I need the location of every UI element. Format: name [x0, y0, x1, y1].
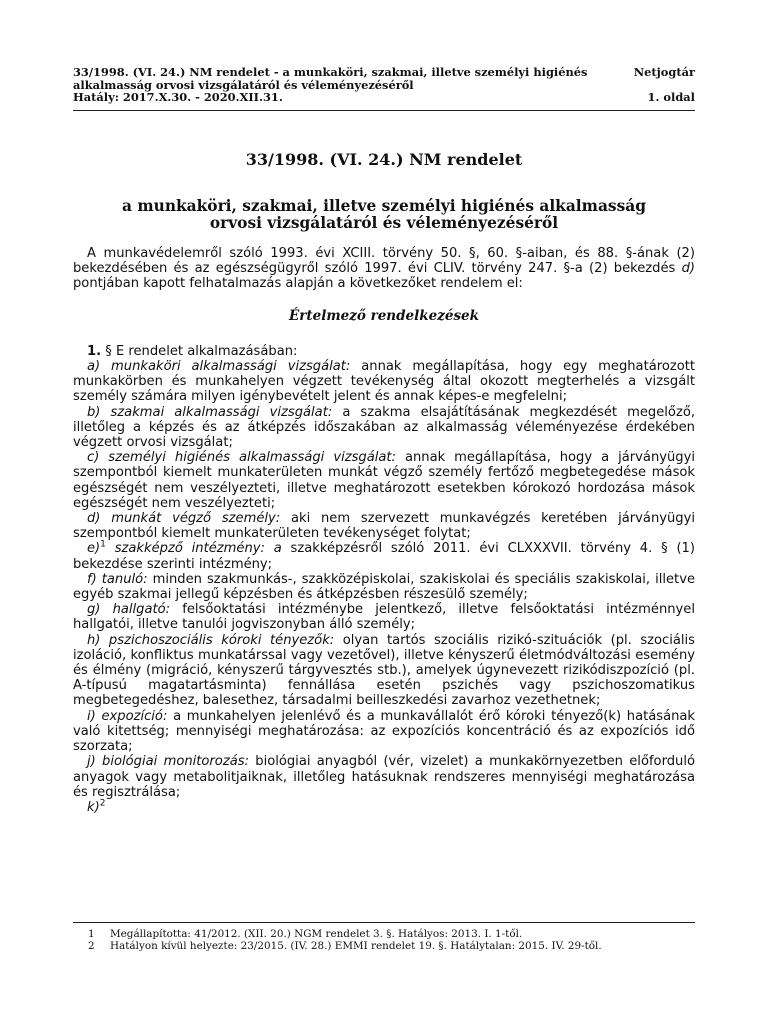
- definition-h: [73, 633, 695, 709]
- footnote-ref-2[interactable]: 2: [99, 798, 106, 809]
- definition-a: [73, 359, 695, 405]
- definition-term: f) tanuló:: [87, 571, 148, 587]
- definition-text: aki nem szervezett munkavégzés keretében járványügyi szempontból kiemelt munkaterületen tevékenységet folytat;: [73, 511, 695, 542]
- definition-e: [73, 541, 695, 571]
- footnote-number: 2: [88, 940, 95, 953]
- definition-j: [73, 754, 695, 800]
- header-publisher: Netjogtár: [633, 65, 695, 79]
- definition-term: c) személyi higiénés alkalmassági vizsgálat:: [87, 450, 396, 466]
- definition-term: b) szakmai alkalmassági vizsgálat:: [87, 404, 333, 420]
- definition-term: g) hallgató:: [87, 602, 171, 618]
- preamble: [73, 246, 695, 292]
- definition-term: h) pszichoszociális kóroki tényezők:: [87, 632, 335, 648]
- document-title: 33/1998. (VI. 24.) NM rendelet: [245, 150, 523, 169]
- footnote-text: Megállapította: 41/2012. (XII. 20.) NGM rendelet 3. §. Hatályos: 2013. I. 1-től.: [110, 928, 523, 940]
- definition-term: a) munkaköri alkalmassági vizsgálat:: [87, 359, 351, 375]
- footnote-ref-1[interactable]: 1: [100, 540, 106, 551]
- footnotes: [88, 928, 688, 953]
- header-title: [73, 66, 613, 104]
- footnote-rule: [73, 922, 695, 923]
- definition-c: [73, 450, 695, 511]
- definition-text: szakképzésről szóló 2011. évi CLXXXVII. törvény 4. § (1) bekezdése szerinti intézmény;: [73, 541, 695, 572]
- header-title-line2: alkalmasság orvosi vizsgálatáról és véleményezéséről: [73, 77, 414, 92]
- preamble-point-ref: d): [681, 261, 695, 277]
- header-title-line1: 33/1998. (VI. 24.) NM rendelet - a munkaköri, szakmai, illetve személyi higiénés: [73, 65, 588, 79]
- header-rule: [73, 110, 695, 111]
- definition-text: minden szakmunkás-, szakközépiskolai, szakiskolai és speciális szakiskolai, illetve egyéb szakmai jellegű képzésben és átképzésben részesülő személy;: [73, 571, 696, 603]
- definition-b: [73, 405, 695, 451]
- definition-k: [73, 800, 695, 815]
- definition-text: annak megállapítása, hogy a járványügyi szempontból kiemelt munkaterületen munkát végző személy fertőző megbetegedése mások egészségét nem veszélyezteti, illetve meghatározott esetekben kórokozó hordozása mások egészségét nem veszélyezteti;: [73, 450, 695, 511]
- paragraph-1-text: § E rendelet alkalmazásában:: [101, 343, 298, 359]
- definition-term: j) biológiai monitorozás:: [87, 754, 249, 770]
- definition-i: [73, 709, 695, 755]
- paragraph-number: 1.: [87, 343, 102, 359]
- document-subtitle-line1: a munkaköri, szakmai, illetve személyi higiénés alkalmasság: [122, 197, 646, 215]
- definition-d: [73, 511, 695, 541]
- footnote-2: [88, 940, 688, 952]
- definition-term: szakképző intézmény: a: [105, 541, 282, 557]
- footnote-1: [88, 928, 688, 940]
- definition-f: [73, 572, 695, 602]
- header-validity: Hatály: 2017.X.30. - 2020.XII.31.: [73, 90, 283, 105]
- definition-text: felsőoktatási intézménybe jelentkező, illetve felsőoktatási intézménnyel hallgatói, illetve tanulói jogviszonyban álló személy;: [73, 602, 695, 633]
- preamble-text-1: A munkavédelemről szóló 1993. évi XCIII. törvény 50. §, 60. §-aiban, és 88. §-ának (2) bekezdésében és az egészségügyről szóló 1997. évi CLIV. törvény 247. §-a (2) bekezdés: [73, 246, 695, 277]
- definition-term: k): [87, 799, 100, 815]
- definition-text: biológiai anyagból (vér, vizelet) a munkakörnyezetben előforduló anyagok vagy metabolitjaiknak, illetőleg hatásuknak rendszeres mennyiségi meghatározása és regisztrálása;: [73, 754, 695, 800]
- definition-term: d) munkát végző személy:: [87, 511, 281, 527]
- footnote-number: 1: [88, 928, 95, 940]
- definition-letter: e): [87, 541, 101, 557]
- preamble-text-2: pontjában kapott felhatalmazás alapján a következőket rendelem el:: [73, 276, 523, 292]
- header-page-number: 1. oldal: [647, 90, 695, 104]
- section-heading: Értelmező rendelkezések: [288, 307, 479, 324]
- running-header: [73, 66, 695, 104]
- definition-g: [73, 602, 695, 632]
- definition-text: annak megállapítása, hogy egy meghatározott munkakörben és munkahelyen végzett tevékenység által okozott megterhelés a vizsgált személy számára milyen igénybevételt jelent és annak képes-e megfelelni;: [73, 359, 695, 405]
- definition-term: i) expozíció:: [87, 708, 168, 724]
- definition-text: a szakma elsajátításának megkezdését megelőző, illetőleg a képzés és az átképzés időszakában az alkalmasság véleményezése érdekében végzett orvosi vizsgálat;: [73, 404, 695, 451]
- document-subtitle-line2: orvosi vizsgálatáról és véleményezéséről: [209, 214, 559, 232]
- definition-text: olyan tartós szociális rizikó-szituációk (pl. szociális izoláció, konfliktus munkatárssal vagy vezetővel), illetve kényszerű életmódváltozási esemény és élmény (migráció, kényszerű tárgyvesztés stb.), amelyek úgynevezett rizikódiszpozíció (pl. A-típusú magatartásminta) fennállása esetén pszichés vagy pszichoszomatikus megbetegedéshez, balesethez, társadalmi beilleszkedési zavarhoz vezethetnek;: [73, 632, 695, 709]
- document-subtitle: [73, 198, 695, 232]
- definition-text: a munkahelyen jelenlévő és a munkavállalót érő kóroki tényező(k) hatásának való kitettség; mennyiségi meghatározása: az expozíciós koncentráció és az expozíciós idő szorzata;: [73, 708, 696, 755]
- document-body: [73, 246, 695, 815]
- paragraph-1: [73, 344, 695, 359]
- footnote-text: Hatályon kívül helyezte: 23/2015. (IV. 28.) EMMI rendelet 19. §. Hatálytalan: 2015. IV. 29-től.: [110, 940, 602, 953]
